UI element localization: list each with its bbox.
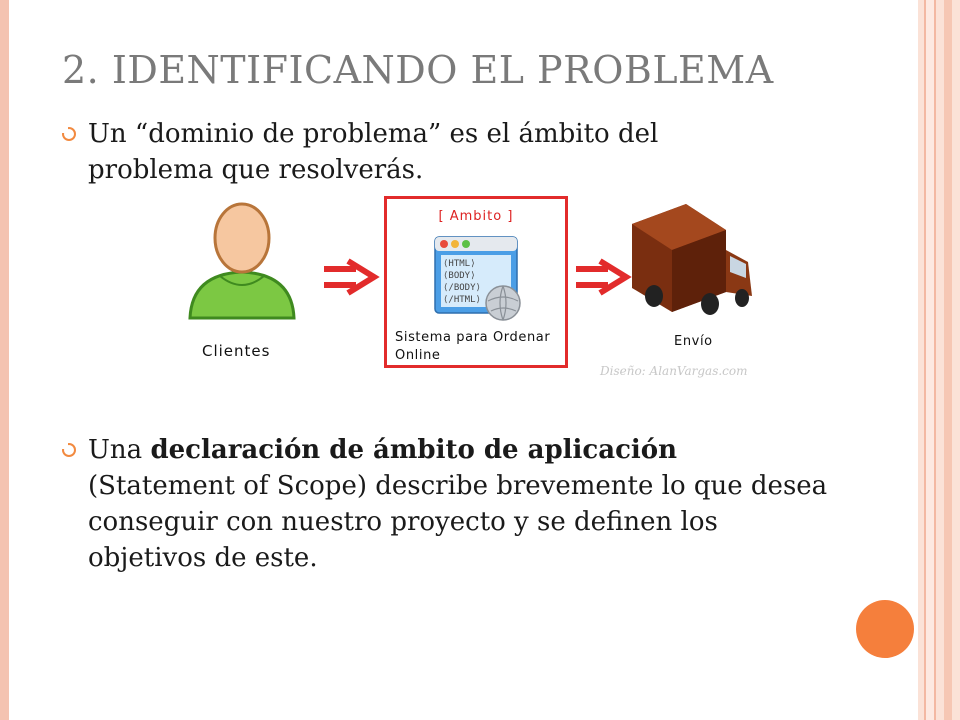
bullet-2-text [88,432,828,576]
bullet-2-bold: declaración de ámbito de aplicación [150,435,678,465]
system-label-line1: Sistema para Ordenar [395,330,551,345]
bullet-1-text: Un “dominio de problema” es el ámbito del problema que resolverás. [88,119,659,185]
arrow-right-icon [574,258,632,296]
slide-title: 2. IDENTIFICANDO EL PROBLEMA [62,48,774,92]
bullet-icon [62,127,76,141]
browser-window-icon [433,235,523,321]
envio-label: Envío [674,334,713,349]
browser-line: ⟨/BODY⟩ [443,283,481,293]
scope-box [384,196,568,368]
design-credit: Diseño: AlanVargas.com [600,364,748,378]
orange-circle-decoration [856,600,914,658]
clientes-label: Clientes [202,342,271,360]
browser-line: ⟨HTML⟩ [443,259,476,269]
system-label-line2: Online [395,348,441,363]
bullet-2 [62,432,842,576]
bullet-icon [62,443,76,457]
arrow-right-icon [322,258,380,296]
scope-diagram [180,196,780,386]
browser-line: ⟨/HTML⟩ [443,295,481,305]
delivery-truck-icon [628,200,758,318]
ambito-label: [ Ambito ] [438,209,514,224]
bullet-2-prefix: Una [88,435,151,465]
client-person-icon [186,202,298,322]
left-border-decoration [0,0,9,720]
right-stripe-decoration [918,0,960,720]
bullet-1 [62,116,842,188]
bullet-2-suffix: (Statement of Scope) describe brevemente lo que desea conseguir con nuestro proyecto y se definen los objetivos de este. [88,471,828,573]
browser-line: ⟨BODY⟩ [443,271,476,281]
